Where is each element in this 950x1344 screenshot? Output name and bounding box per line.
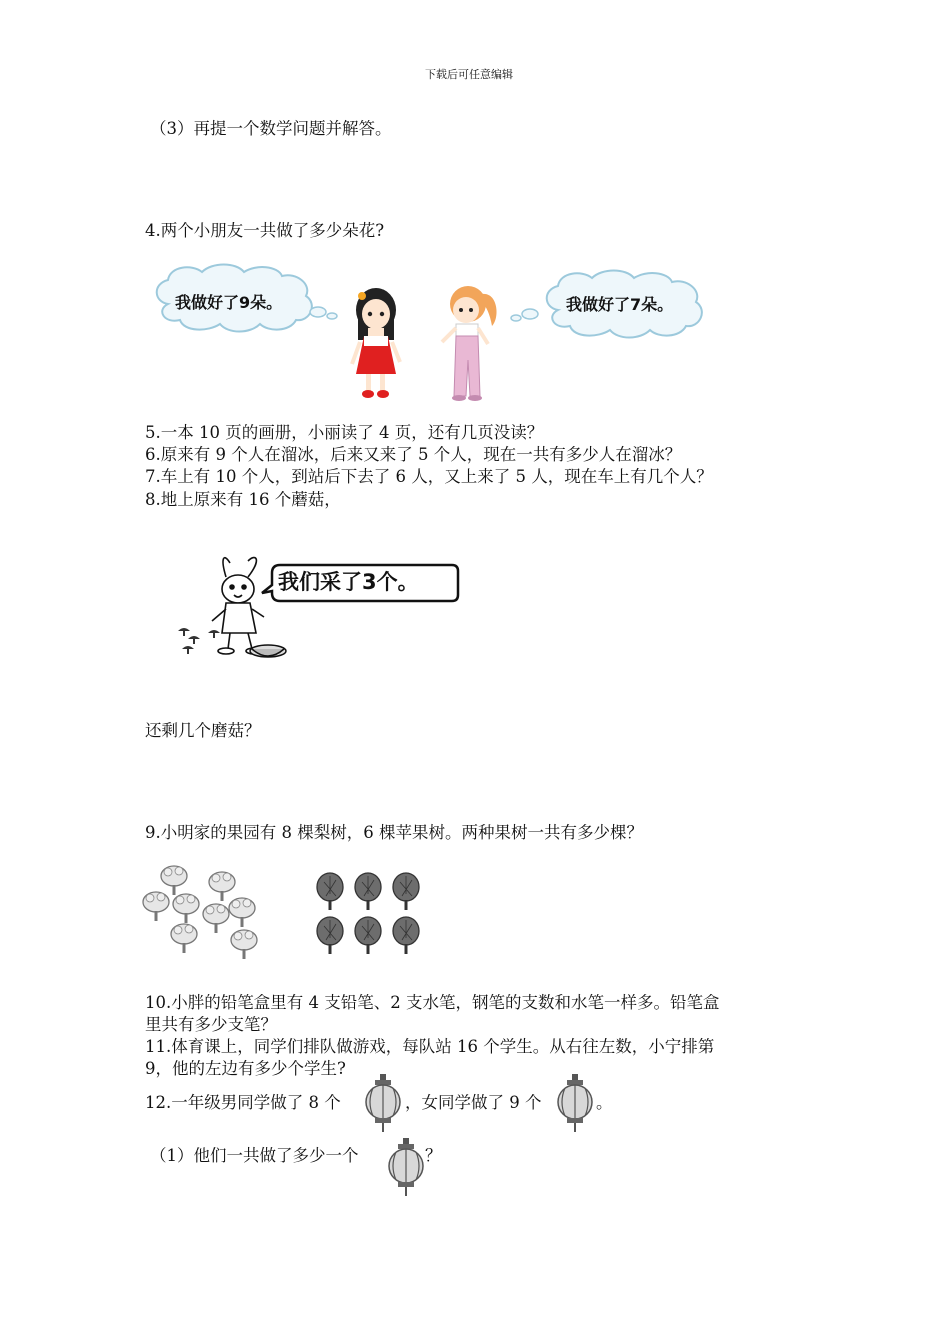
left-cloud-text: 我做好了9朵。 (175, 293, 283, 312)
lantern-icon (363, 1074, 403, 1132)
lantern-icon (386, 1138, 426, 1196)
girl-red-dress-icon (352, 288, 400, 398)
question-10-line-1: 10.小胖的铅笔盒里有 4 支铅笔、2 支水笔，钢笔的支数和水笔一样多。铅笔盒 (145, 993, 720, 1012)
question-3-part-3: （3）再提一个数学问题并解答。 (150, 119, 392, 138)
fruit-trees-illustration (140, 862, 430, 967)
page-header: 下载后可任意编辑 (425, 68, 513, 81)
question-11-line-2: 9，他的左边有多少个学生? (145, 1059, 346, 1078)
two-girls-illustration (150, 262, 710, 402)
question-7: 7.车上有 10 个人，到站后下去了 6 人，又上来了 5 人，现在车上有几个人？ (145, 467, 713, 486)
question-4: 4.两个小朋友一共做了多少朵花? (145, 221, 385, 240)
lantern-icon (555, 1074, 595, 1132)
question-6: 6.原来有 9 个人在溜冰，后来又来了 5 个人，现在一共有多少人在溜冰？ (145, 445, 682, 464)
question-12-part-a: 12.一年级男同学做了 8 个 (145, 1093, 341, 1112)
question-12-sub-1-b: ？ (425, 1146, 442, 1165)
question-5: 5.一本 10 页的画册，小丽读了 4 页，还有几页没读？ (145, 423, 544, 442)
mushroom-icons (178, 628, 220, 654)
question-12-part-b: ，女同学做了 9 个 (405, 1093, 542, 1112)
question-8-followup: 还剩几个磨菇？ (145, 721, 261, 740)
rabbit-bubble-text: 我们采了3个。 (278, 570, 419, 594)
right-cloud-text: 我做好了7朵。 (566, 295, 674, 314)
question-12-part-c: 。 (596, 1093, 613, 1112)
apple-tree-group (317, 873, 419, 954)
pear-tree-group (143, 866, 257, 959)
question-8: 8.地上原来有 16 个蘑菇， (145, 490, 341, 509)
question-10-line-2: 里共有多少支笔？ (145, 1015, 277, 1034)
basket-icon (250, 645, 286, 657)
question-9: 9.小明家的果园有 8 棵梨树，6 棵苹果树。两种果树一共有多少棵？ (145, 823, 643, 842)
rabbit-icon (212, 558, 264, 654)
girl-overalls-icon (442, 286, 497, 401)
question-11-line-1: 11.体育课上，同学们排队做游戏，每队站 16 个学生。从右往左数，小宁排第 (145, 1037, 715, 1056)
question-12-sub-1-a: （1）他们一共做了多少一个 (150, 1146, 359, 1165)
